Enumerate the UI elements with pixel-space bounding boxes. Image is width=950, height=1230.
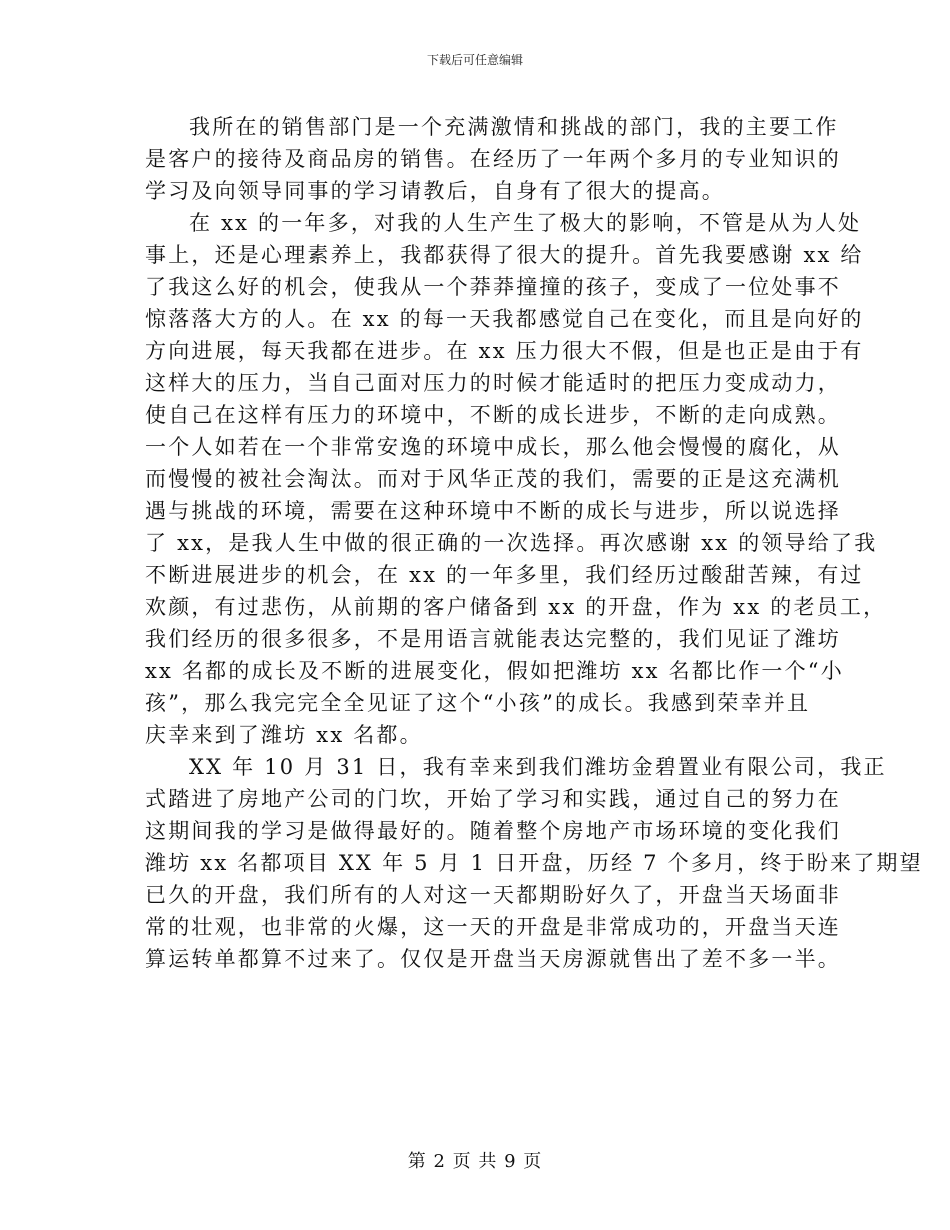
paragraph-1 — [145, 111, 841, 207]
paragraph-line: 已久的开盘，我们所有的人对这一天都期盼好久了，开盘当天场面非 — [145, 883, 841, 907]
paragraph-line: 常的壮观，也非常的火爆，这一天的开盘是非常成功的，开盘当天连 — [145, 915, 841, 939]
paragraph-line: 学习及向领导同事的学习请教后，自身有了很大的提高。 — [145, 179, 725, 203]
paragraph-line: 孩”，那么我完完全全见证了这个“小孩”的成长。我感到荣幸并且 — [145, 691, 811, 715]
paragraph-line: 是客户的接待及商品房的销售。在经历了一年两个多月的专业知识的 — [145, 147, 841, 171]
paragraph-2 — [145, 207, 887, 751]
paragraph-line: 式踏进了房地产公司的门坎，开始了学习和实践，通过自己的努力在 — [145, 787, 841, 811]
paragraph-line: 庆幸来到了潍坊 xx 名都。 — [145, 723, 423, 747]
paragraph-line: 了我这么好的机会，使我从一个莽莽撞撞的孩子，变成了一位处事不 — [145, 275, 841, 299]
paragraph-line: 方向进展，每天我都在进步。在 xx 压力很大不假，但是也正是由于有 — [145, 339, 864, 363]
paragraph-line: 在 xx 的一年多，对我的人生产生了极大的影响，不管是从为人处 — [189, 211, 862, 235]
page-header-note: 下载后可任意编辑 — [426, 53, 523, 67]
paragraph-line: 了 xx，是我人生中做的很正确的一次选择。再次感谢 xx 的领导给了我 — [145, 531, 878, 555]
paragraph-line: 遇与挑战的环境，需要在这种环境中不断的成长与进步，所以说选择 — [145, 499, 841, 523]
document-body — [145, 111, 923, 975]
paragraph-3 — [145, 751, 923, 975]
paragraph-line: 使自己在这样有压力的环境中，不断的成长进步，不断的走向成熟。 — [145, 403, 841, 427]
paragraph-line: 算运转单都算不过来了。仅仅是开盘当天房源就售出了差不多一半。 — [145, 947, 841, 971]
paragraph-line: xx 名都的成长及不断的进展变化，假如把潍坊 xx 名都比作一个“小 — [145, 659, 844, 683]
paragraph-line: 这期间我的学习是做得最好的。随着整个房地产市场环境的变化我们 — [145, 819, 841, 843]
paragraph-line: 事上，还是心理素养上，我都获得了很大的提升。首先我要感谢 xx 给 — [145, 243, 864, 267]
page-number: 第 2 页 共 9 页 — [407, 1151, 543, 1172]
paragraph-line: 不断进展进步的机会，在 xx 的一年多里，我们经历过酸甜苦辣，有过 — [145, 563, 864, 587]
paragraph-line: 潍坊 xx 名都项目 XX 年 5 月 1 日开盘，历经 7 个多月，终于盼来了期望 — [145, 851, 923, 875]
paragraph-line: 一个人如若在一个非常安逸的环境中成长，那么他会慢慢的腐化，从 — [145, 435, 841, 459]
paragraph-line: 欢颜，有过悲伤，从前期的客户储备到 xx 的开盘，作为 xx 的老员工， — [145, 595, 887, 619]
paragraph-line: 我所在的销售部门是一个充满激情和挑战的部门，我的主要工作 — [189, 115, 839, 139]
paragraph-line: XX 年 10 月 31 日，我有幸来到我们潍坊金碧置业有限公司，我正 — [189, 755, 887, 779]
paragraph-line: 我们经历的很多很多，不是用语言就能表达完整的，我们见证了潍坊 — [145, 627, 841, 651]
paragraph-line: 惊落落大方的人。在 xx 的每一天我都感觉自己在变化，而且是向好的 — [145, 307, 864, 331]
paragraph-line: 这样大的压力，当自己面对压力的时候才能适时的把压力变成动力， — [145, 371, 841, 395]
paragraph-line: 而慢慢的被社会淘汰。而对于风华正茂的我们，需要的正是这充满机 — [145, 467, 841, 491]
